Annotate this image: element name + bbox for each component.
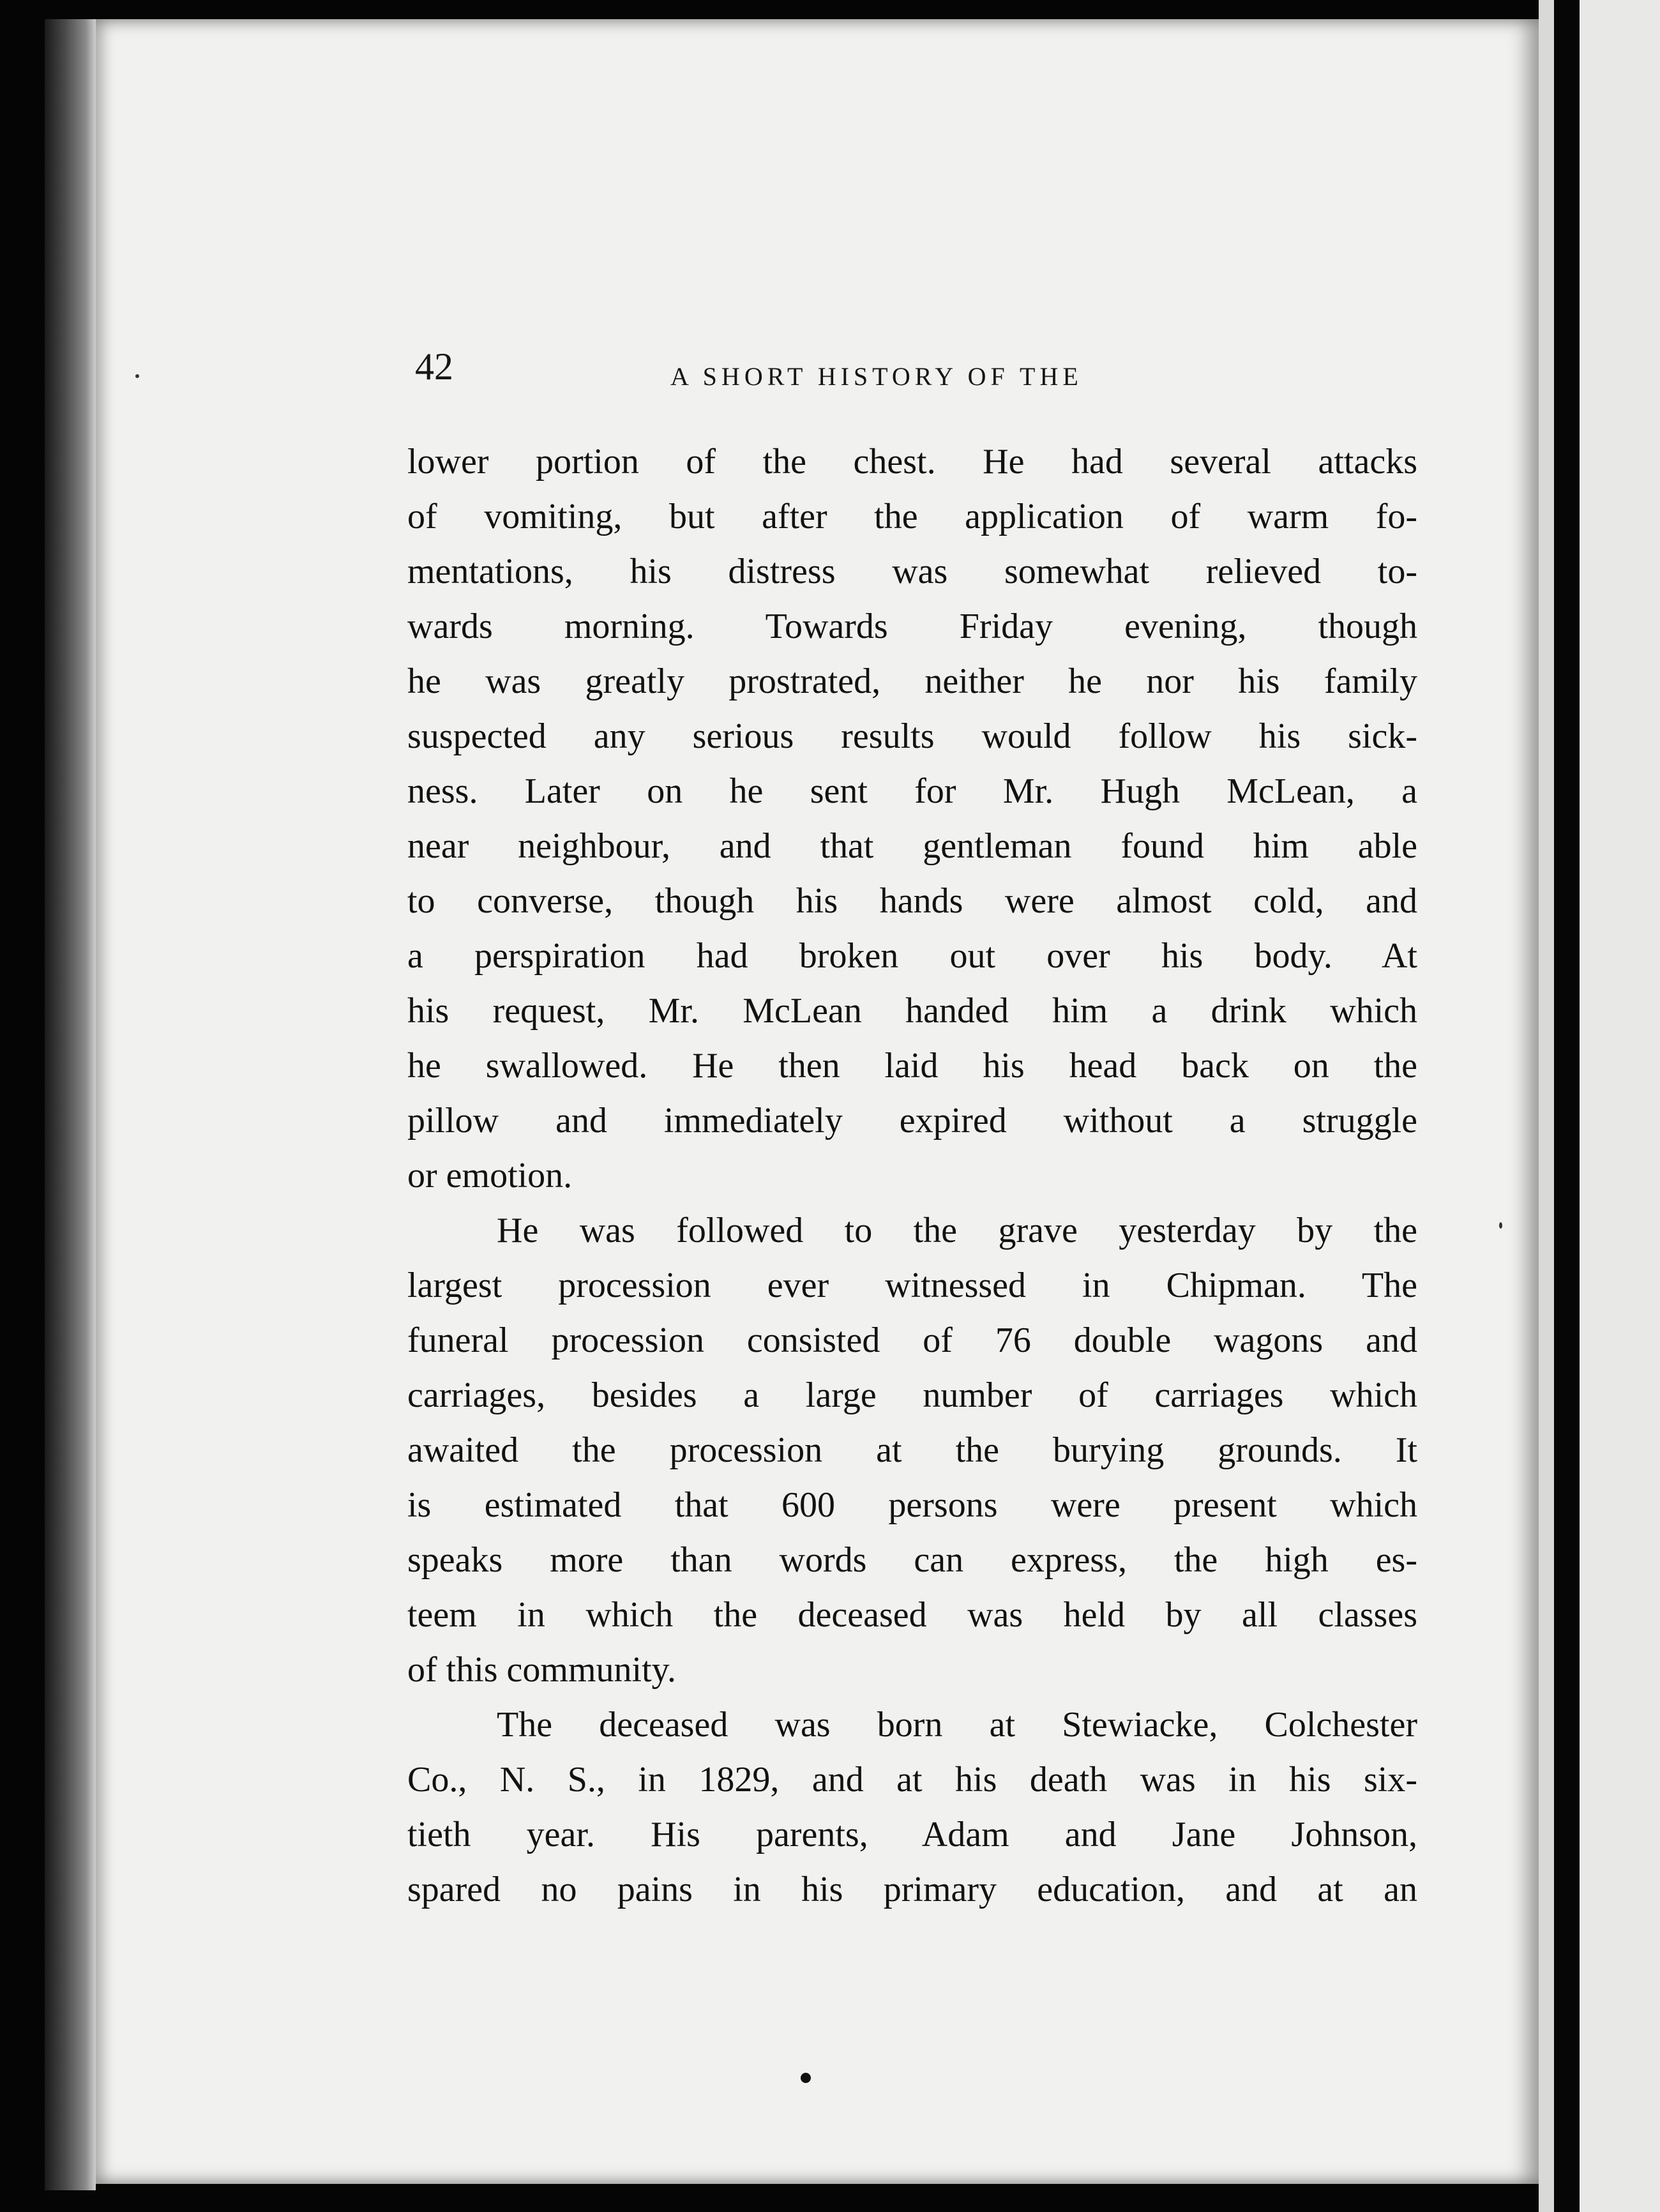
text-line: carriages, besides a large number of carriages which xyxy=(407,1375,1417,1415)
text-line: of this community. xyxy=(407,1650,677,1690)
text-line: lower portion of the chest. He had several attacks xyxy=(407,442,1417,481)
text-line: or emotion. xyxy=(407,1156,573,1195)
text-line: suspected any serious results would follow his sick- xyxy=(407,716,1417,756)
book-gutter xyxy=(1554,0,1580,2212)
body-text xyxy=(407,434,1417,1917)
text-line: a perspiration had broken out over his body. At xyxy=(407,936,1417,976)
scan-speck xyxy=(1499,1222,1502,1229)
text-line: ness. Later on he sent for Mr. Hugh McLean, a xyxy=(407,771,1417,811)
text-line: near neighbour, and that gentleman found him able xyxy=(407,826,1417,866)
text-line: mentations, his distress was somewhat relieved to- xyxy=(407,552,1417,591)
paragraph xyxy=(407,434,1417,1203)
text-line: awaited the procession at the burying grounds. It xyxy=(407,1430,1417,1470)
text-line: is estimated that 600 persons were present which xyxy=(407,1485,1417,1525)
text-line: tieth year. His parents, Adam and Jane Johnson, xyxy=(407,1815,1417,1854)
paragraph xyxy=(407,1203,1417,1697)
paragraph xyxy=(407,1697,1417,1917)
text-line: he swallowed. He then laid his head back on the xyxy=(407,1046,1417,1086)
page-edge xyxy=(1539,0,1554,2212)
facing-page-edge xyxy=(1580,0,1660,2212)
running-head: A SHORT HISTORY OF THE xyxy=(670,362,1083,391)
text-line: to converse, though his hands were almost cold, and xyxy=(407,881,1417,921)
text-line: his request, Mr. McLean handed him a drink which xyxy=(407,991,1417,1031)
text-line: spared no pains in his primary education, and at an xyxy=(407,1870,1417,1909)
text-line: pillow and immediately expired without a struggle xyxy=(407,1101,1417,1140)
text-line: speaks more than words can express, the high es- xyxy=(407,1540,1417,1580)
text-line: largest procession ever witnessed in Chipman. The xyxy=(407,1266,1417,1305)
text-line: teem in which the deceased was held by all classes xyxy=(407,1595,1417,1635)
text-line: funeral procession consisted of 76 double wagons and xyxy=(407,1321,1417,1360)
text-line: of vomiting, but after the application of warm fo- xyxy=(407,497,1417,536)
text-line: wards morning. Towards Friday evening, though xyxy=(407,607,1417,646)
ink-dot xyxy=(801,2073,811,2083)
text-line: He was followed to the grave yesterday by the xyxy=(497,1211,1417,1250)
text-line: The deceased was born at Stewiacke, Colchester xyxy=(497,1705,1417,1745)
book-spine-shadow xyxy=(45,19,96,2190)
text-line: he was greatly prostrated, neither he nor his family xyxy=(407,662,1417,701)
page-number: 42 xyxy=(415,345,453,388)
scan-speck xyxy=(135,374,139,378)
text-line: Co., N. S., in 1829, and at his death was in his six- xyxy=(407,1760,1417,1799)
